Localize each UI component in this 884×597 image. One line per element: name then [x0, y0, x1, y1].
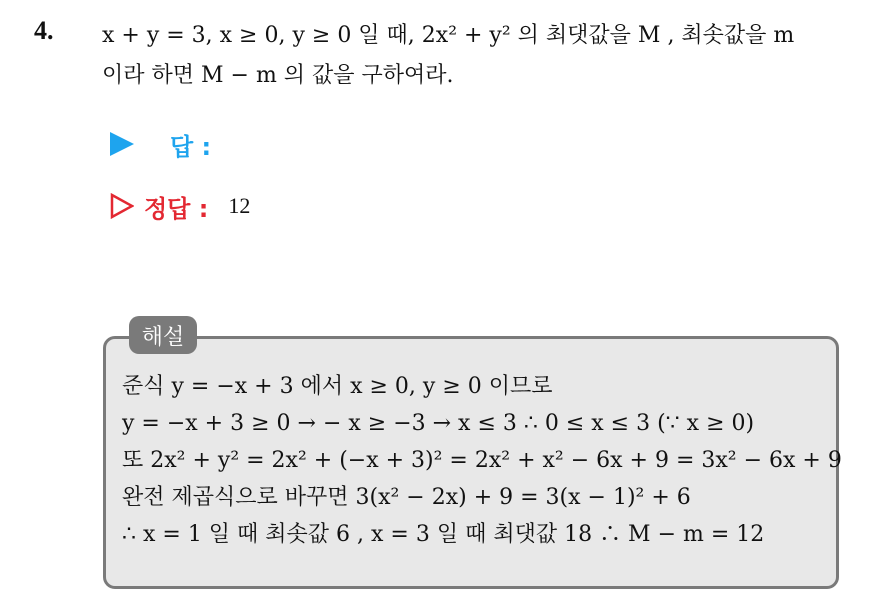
explanation-line-2: y = −x + 3 ≥ 0 → − x ≥ −3 → x ≤ 3 ∴ 0 ≤ x ≤ 3 (∵ x ≥ 0): [122, 411, 755, 436]
answer-label: 답 :: [170, 132, 212, 161]
problem-line-2: 이라 하면 M − m 의 값을 구하여라.: [102, 63, 454, 88]
explanation-content: [122, 368, 842, 553]
explanation-line-3: 또 2x² + y² = 2x² + (−x + 3)² = 2x² + x² − 6x + 9 = 3x² − 6x + 9: [122, 448, 842, 473]
problem-line-1: x + y = 3, x ≥ 0, y ≥ 0 일 때, 2x² + y² 의 최댓값을 M , 최솟값을 m: [102, 23, 795, 48]
explanation-line-1: 준식 y = −x + 3 에서 x ≥ 0, y ≥ 0 이므로: [122, 374, 553, 399]
correct-answer-value: 12: [228, 193, 251, 218]
problem-statement: [102, 16, 872, 96]
explanation-line-5: ∴ x = 1 일 때 최솟값 6 , x = 3 일 때 최댓값 18 ∴ M − m = 12: [122, 522, 765, 547]
explanation-line-4: 완전 제곱식으로 바꾸면 3(x² − 2x) + 9 = 3(x − 1)² + 6: [122, 485, 691, 510]
answer-blank-row: [110, 126, 211, 162]
right-triangle-filled-icon: [110, 132, 134, 156]
explanation-tag: 해설: [129, 316, 197, 354]
answer-solution-row: [110, 188, 250, 224]
correct-answer-label: 정답 :: [144, 194, 209, 223]
right-triangle-outline-icon: [110, 193, 134, 219]
problem-number: 4.: [34, 16, 54, 45]
